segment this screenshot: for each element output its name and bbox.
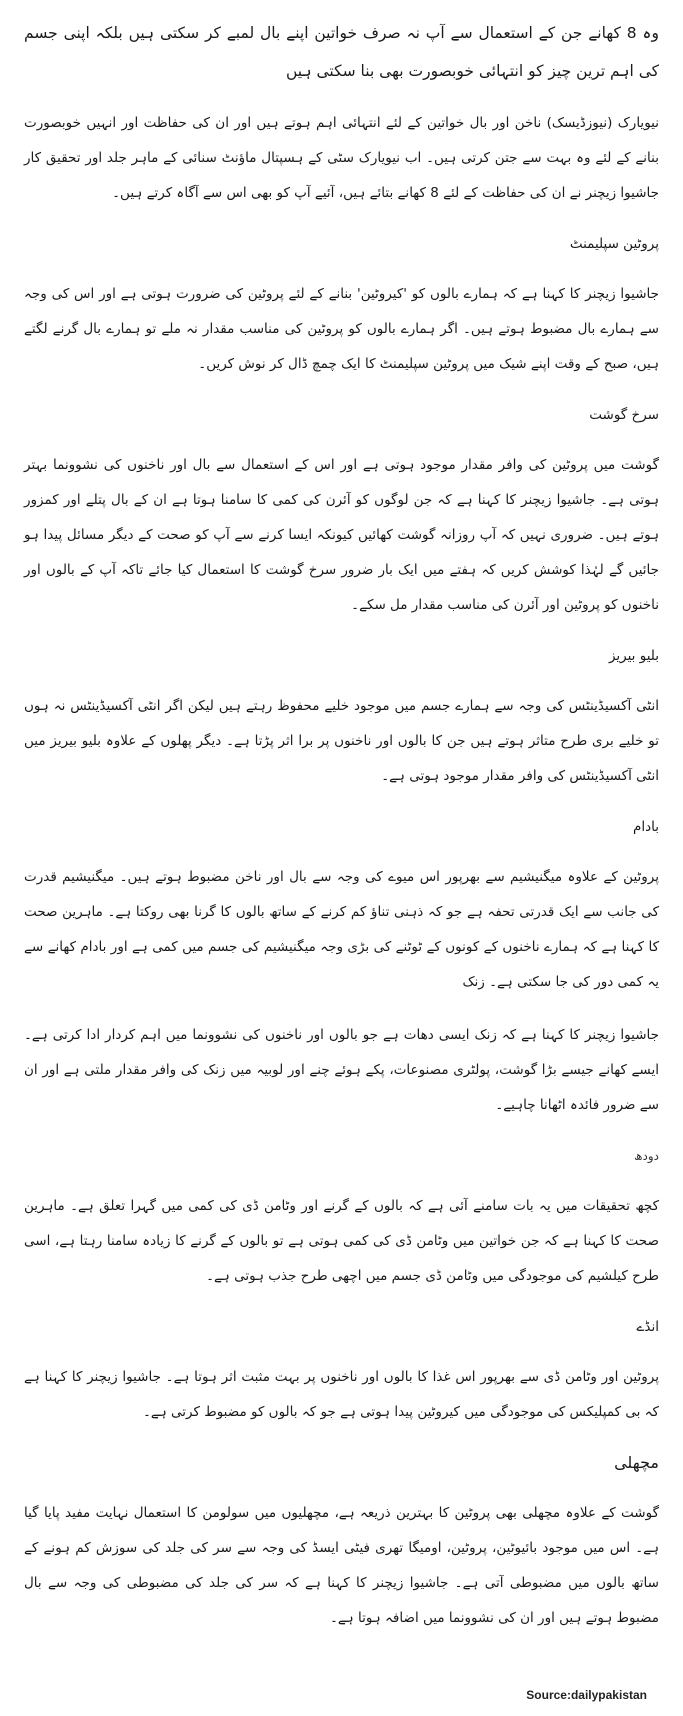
article-intro: وہ 8 کھانے جن کے استعمال سے آپ نہ صرف خواتین اپنے بال لمبے کر سکتی ہیں بلکہ اپنی جسم کی اہم ترین چیز کو انتہائی خوبصورت بھی بنا سکتی ہیں <box>24 24 659 80</box>
article-lead: نیویارک (نیوزڈیسک) ناخن اور بال خواتین کے لئے انتہائی اہم ہوتے ہیں اور ان کی حفاظت اور انہیں خوبصورت بنانے کے لئے وہ بہت سے جتن کرتی ہیں۔ اب نیویارک سٹی کے ہسپتال ماؤنٹ سنائی کے ماہر جلد اور تحقیق کار جاشیوا زیچنر نے ان کی حفاظت کے لئے 8 کھانے بتائے ہیں، آئیے آپ کو بھی اس سے آگاہ کرتے ہیں۔ <box>24 115 659 201</box>
section-paragraph: انٹی آکسیڈینٹس کی وجہ سے ہمارے جسم میں موجود خلیے محفوظ رہتے ہیں لیکن اگر انٹی آکسیڈینٹس نہ ہوں تو خلیے بری طرح متاثر ہوتے ہیں جن کا بالوں اور ناخنوں پر برا اثر پڑتا ہے۔ دیگر پھلوں کے علاوہ بلیو بیریز میں انٹی آکسیڈینٹس کی وافر مقدار موجود ہوتی ہے۔ <box>24 698 659 784</box>
section-paragraph: کچھ تحقیقات میں یہ بات سامنے آئی ہے کہ بالوں کے گرنے اور وٹامن ڈی کی کمی میں گہرا تعلق ہے۔ ماہرین صحت کا کہنا ہے کہ جن خواتین میں وٹامن ڈی کی کمی ہوتی ہے تو بالوں کے گرنے کا زیادہ سامنا رہتا ہے، اسی طرح کیلشیم کی موجودگی میں وٹامن ڈی جسم میں اچھی طرح جذب ہوتی ہے۔ <box>24 1198 659 1284</box>
section-paragraph: جاشیوا زیچنر کا کہنا ہے کہ زنک ایسی دھات ہے جو بالوں اور ناخنوں کی نشوونما میں اہم کردار ادا کرتی ہے۔ ایسے کھانے جیسے بڑا گوشت، پولٹری مصنوعات، پکے ہوئے چنے اور لوبیہ میں زنک کی وافر مقدار ملتی ہے اور ان سے ضرور فائدہ اٹھانا چاہیے۔ <box>24 1027 659 1113</box>
source-credit: Source:dailypakistan <box>526 1688 647 1702</box>
section-heading-fish: مچھلی <box>614 1453 659 1472</box>
section-heading-red-meat: سرخ گوشت <box>589 407 659 423</box>
section-heading-protein-supplement: پروٹین سپلیمنٹ <box>569 236 659 252</box>
section-heading-eggs: انڈے <box>636 1319 659 1335</box>
article-body <box>24 14 659 1636</box>
section-heading-blueberries: بلیو بیریز <box>608 648 659 664</box>
section-heading-milk: دودھ <box>634 1149 659 1163</box>
section-paragraph: پروٹین کے علاوہ میگنیشیم سے بھرپور اس میوے کی وجہ سے بال اور ناخن مضبوط ہوتے ہیں۔ میگنیشیم قدرت کی جانب سے ایک قدرتی تحفہ ہے جو کہ ذہنی تناؤ کم کرنے کے ساتھ بالوں کا گرنا بھی روکتا ہے۔ ماہرین صحت کا کہنا ہے کہ ہمارے ناخنوں کے کونوں کے ٹوٹنے کی بڑی وجہ میگنیشیم کی جسم میں کمی ہے اور بادام کھانے سے یہ کمی دور کی جا سکتی ہے۔ زنک <box>24 869 659 990</box>
section-paragraph: جاشیوا زیچنر کا کہنا ہے کہ ہمارے بالوں کو 'کیروٹین' بنانے کے لئے پروٹین کی ضرورت ہوتی ہے اور اس کی وجہ سے ہمارے بال مضبوط ہوتے ہیں۔ اگر ہمارے بالوں کو پروٹین کی مناسب مقدار نہ ملے تو ہمارے بال گرنے لگتے ہیں، صبح کے وقت اپنے شیک میں پروٹین سپلیمنٹ کا ایک چمچ ڈال کر نوش کریں۔ <box>24 286 659 372</box>
section-paragraph: گوشت کے علاوہ مچھلی بھی پروٹین کا بہترین ذریعہ ہے، مچھلیوں میں سولومن کا استعمال نہایت مفید پایا گیا ہے۔ اس میں موجود بائیوٹین، پروٹین، اومیگا تھری فیٹی ایسڈ کی وجہ سے سر کی جلد کی سوزش کم ہونے کے ساتھ بالوں میں مضبوطی آتی ہے۔ جاشیوا زیچنر کا کہنا ہے کہ سر کی جلد کی مضبوطی کی وجہ سے بال مضبوط ہوتے ہیں اور ان کی نشوونما میں اضافہ ہوتا ہے۔ <box>24 1505 659 1626</box>
section-heading-almonds: بادام <box>633 819 659 835</box>
section-paragraph: گوشت میں پروٹین کی وافر مقدار موجود ہوتی ہے اور اس کے استعمال سے بال اور ناخنوں کی نشوونما بہتر ہوتی ہے۔ جاشیوا زیچنر کا کہنا ہے کہ جن لوگوں کو آئرن کی کمی کا سامنا ہوتا ہے ان کے بال پتلے اور کمزور ہوتے ہیں۔ ضروری نہیں کہ آپ روزانہ گوشت کھائیں کیونکہ ایسا کرنے سے آپ کو صحت کے دیگر مسائل پیدا ہو جائیں گے لہٰذا کوشش کریں کہ ہفتے میں ایک بار ضرور سرخ گوشت کا استعمال کیا جائے تاکہ آپ کے بالوں اور ناخنوں کو پروٹین اور آئرن کی مناسب مقدار مل سکے۔ <box>24 457 659 613</box>
section-paragraph: پروٹین اور وٹامن ڈی سے بھرپور اس غذا کا بالوں اور ناخنوں پر بہت مثبت اثر ہوتا ہے۔ جاشیوا زیچنر کا کہنا ہے کہ بی کمپلیکس کی موجودگی میں کیروٹین پیدا ہوتی ہے جو کہ بالوں کو مضبوط کرتی ہے۔ <box>24 1369 659 1420</box>
